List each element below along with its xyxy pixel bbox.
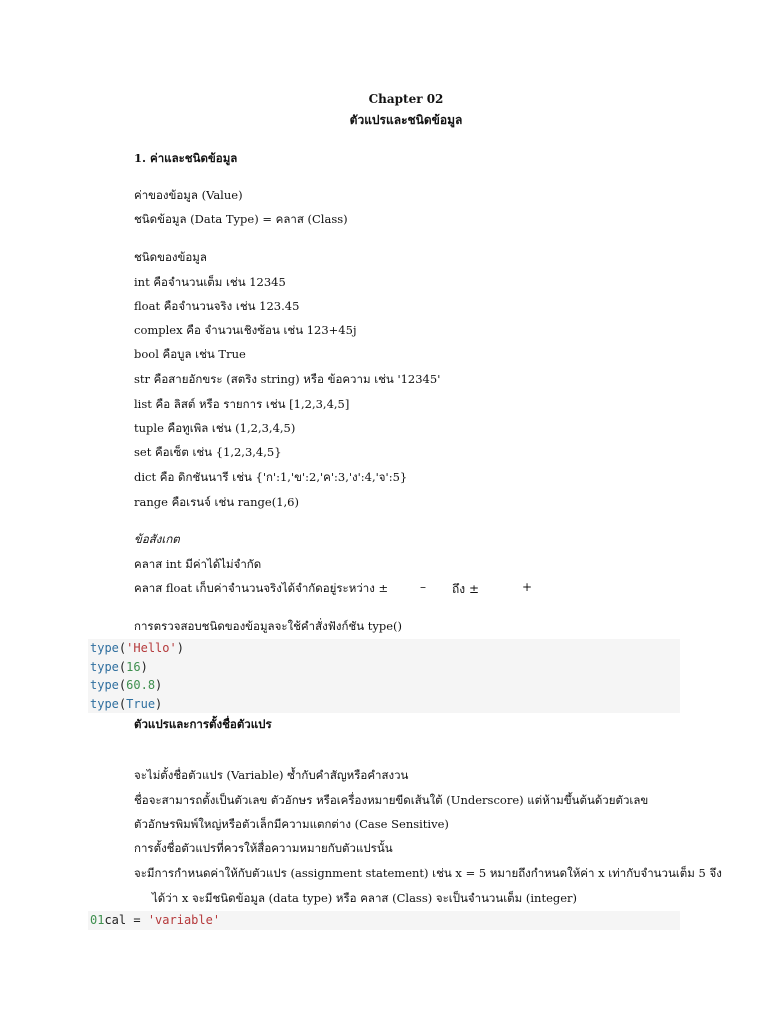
- section1-heading: 1. ค่าและชนิดข้อมูล: [134, 151, 238, 165]
- code-block-variable: [88, 911, 680, 930]
- range-to: ถึง ±: [452, 582, 479, 596]
- chapter-subtitle: ตัวแปรและชนิดข้อมูล: [349, 113, 463, 127]
- code-line: type(16): [90, 659, 148, 674]
- chapter-title: Chapter 02: [368, 92, 444, 106]
- type-item: complex คือ จำนวนเชิงซ้อน เช่น 123+45j: [134, 323, 357, 337]
- type-item: int คือจำนวนเต็ม เช่น 12345: [134, 275, 286, 289]
- note-float: คลาส float เก็บค่าจำนวนจริงได้จำกัดอยู่ระหว่าง ±: [134, 581, 389, 595]
- rule-item: จะไม่ตั้งชื่อตัวแปร (Variable) ซ้ำกับคำสัญหรือคำสงวน: [134, 768, 409, 782]
- types-heading: ชนิดของข้อมูล: [134, 250, 207, 264]
- code-block-type: [88, 639, 680, 713]
- type-item: str คือสายอักขระ (สตริง string) หรือ ข้อความ เช่น '12345': [134, 372, 441, 386]
- rule-item: ตัวอักษรพิมพ์ใหญ่หรือตัวเล็กมีความแตกต่าง (Case Sensitive): [134, 817, 449, 831]
- type-item: tuple คือทูเพิล เช่น (1,2,3,4,5): [134, 421, 296, 435]
- rule-item: การตั้งชื่อตัวแปรที่ควรให้สื่อความหมายกับตัวแปรนั้น: [134, 841, 393, 855]
- minus-symbol: –: [420, 580, 426, 594]
- value-line: ค่าของข้อมูล (Value): [134, 188, 243, 202]
- note-int: คลาส int มีค่าได้ไม่จำกัด: [134, 557, 262, 571]
- type-item: float คือจำนวนจริง เช่น 123.45: [134, 299, 300, 313]
- type-item: bool คือบูล เช่น True: [134, 347, 246, 361]
- type-item: list คือ ลิสต์ หรือ รายการ เช่น [1,2,3,4,5]: [134, 397, 350, 411]
- code-line: 01cal = 'variable': [90, 913, 221, 927]
- type-item: dict คือ ดิกชันนารี เช่น {'ก':1,'ข':2,'ค':3,'ง':4,'จ':5}: [134, 470, 408, 484]
- rule-item: จะมีการกำหนดค่าให้กับตัวแปร (assignment statement) เช่น x = 5 หมายถึงกำหนดให้ค่า x เท่ากับจำนวนเต็ม 5 จึง: [134, 866, 722, 880]
- code-line: type(True): [90, 696, 163, 711]
- check-type-line: การตรวจสอบชนิดของข้อมูลจะใช้คำสั่งฟังก์ชัน type(): [134, 619, 402, 633]
- code-line: type(60.8): [90, 678, 163, 692]
- section2-heading: ตัวแปรและการตั้งชื่อตัวแปร: [134, 717, 272, 731]
- code-line: type('Hello'): [90, 641, 184, 655]
- note-heading: ข้อสังเกต: [134, 532, 180, 546]
- plus-symbol: +: [522, 580, 533, 594]
- rule-item: ชื่อจะสามารถตั้งเป็นตัวเลข ตัวอักษร หรือเครื่องหมายขีดเส้นใต้ (Underscore) แต่ห้ามขึ้นต้นด้วยตัวเลข: [134, 793, 649, 807]
- type-item: set คือเซ็ต เช่น {1,2,3,4,5}: [134, 445, 282, 459]
- type-item: range คือเรนจ์ เช่น range(1,6): [134, 495, 299, 509]
- datatype-line: ชนิดข้อมูล (Data Type) = คลาส (Class): [134, 212, 348, 226]
- rule-continuation: ได้ว่า x จะมีชนิดข้อมูล (data type) หรือ คลาส (Class) จะเป็นจำนวนเต็ม (integer): [152, 891, 578, 905]
